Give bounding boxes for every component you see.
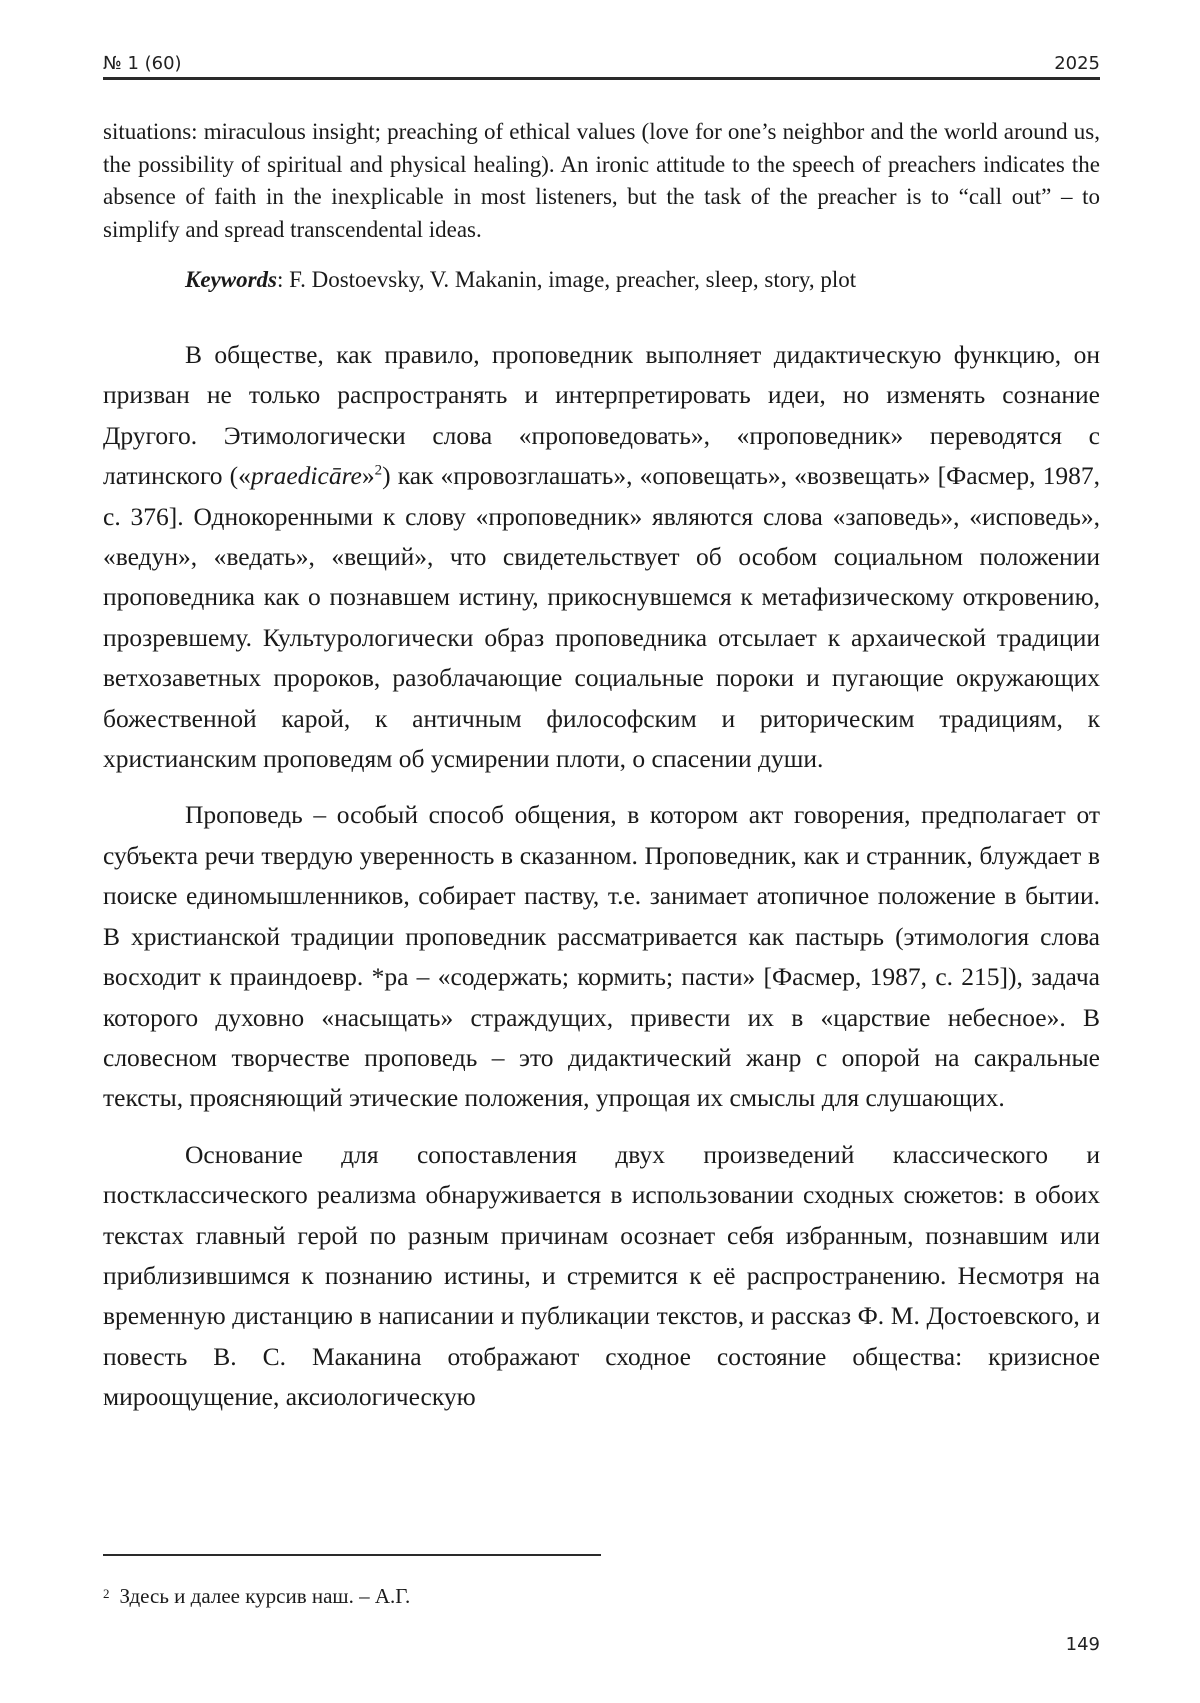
issue-number: № 1 (60) xyxy=(103,53,182,74)
footnote-text: Здесь и далее курсив наш. – А.Г. xyxy=(119,1584,411,1608)
body-paragraph-2: Проповедь – особый способ общения, в котором акт говорения, предполагает от субъекта речи твердую уверенность в сказанном. Проповедник, как и странник, блуждает в поиске единомышленников, собирает паству, т.е. занимает атопичное положение в бытии. В христианской традиции проповедник рассматривается как пастырь (этимология слова восходит к праиндоевр. *pa – «содержать; кормить; пасти» [Фасмер, 1987, с. 215]), задача которого духовно «насыщать» страждущих, привести их в «царствие небесное». В словесном творчестве проповедь – это дидактический жанр с опорой на сакральные тексты, проясняющий этические положения, упрощая их смыслы для слушающих. xyxy=(103,800,1100,1113)
footnote-mark: 2 xyxy=(103,1586,110,1601)
p1-text-start: В обществе, как правило, проповедник выполняет дидактическую функцию, он призван не только распространять и интерпретировать идеи, но изменять сознание Другого. Этимологически слова «проповедовать», «проповедник» переводятся с латинского (« xyxy=(103,340,1100,491)
header-rule xyxy=(103,77,1100,80)
keywords-separator: : xyxy=(277,267,284,292)
latin-term: praedicāre xyxy=(250,461,362,491)
body-paragraph-3: Основание для сопоставления двух произведений классического и постклассического реализма обнаруживается в использовании сходных сюжетов: в обоих текстах главный герой по разным причинам осознает себя избранным, познавшим или приблизившимся к познанию истины, и стремится к её распространению. Несмотря на временную дистанцию в написании и публикации текстов, и рассказ Ф. М. Достоевского, и повесть В. С. Маканина отображают сходное состояние общества: кризисное мироощущение, аксиологическую xyxy=(103,1139,1100,1412)
running-header xyxy=(103,48,1100,74)
article-body xyxy=(103,335,1100,1418)
abstract-continuation xyxy=(103,116,1100,246)
body-paragraph-1 xyxy=(103,335,1100,779)
keywords-label: Keywords xyxy=(185,267,277,292)
p1-text-rest: ) как «провозглашать», «оповещать», «возвещать» [Фасмер, 1987, с. 376]. Однокоренными к слову «проповедник» являются слова «заповедь», «исповедь», «ведун», «ведать», «вещий», что свидетельствует об особом социальном положении проповедника как о познавшем истину, прикоснувшемся к метафизическому откровению, прозревшему. Культурологически образ проповедника отсылает к архаической традиции ветхозаветных пророков, разоблачающие социальные пороки и пугающие окружающих божественной карой, к античным философским и риторическим традициям, к христианским проповедям об усмирении плоти, о спасении души. xyxy=(103,461,1100,774)
footnote-rule xyxy=(103,1554,601,1556)
page-number: 149 xyxy=(1065,1634,1100,1655)
footnote-reference[interactable]: 2 xyxy=(374,462,383,479)
p1-quote-close: » xyxy=(361,461,375,491)
abstract-text: situations: miraculous insight; preaching of ethical values (love for one’s neighbor and the world around us, the possibility of spiritual and physical healing). An ironic attitude to the speech of preachers indicates the absence of faith in the inexplicable in most listeners, but the task of the preacher is to “call out” – to simplify and spread transcendental ideas. xyxy=(103,119,1100,242)
issue-year: 2025 xyxy=(1054,53,1100,74)
footnote xyxy=(103,1582,410,1610)
keywords-line xyxy=(185,264,1100,296)
keywords-text: F. Dostoevsky, V. Makanin, image, preacher, sleep, story, plot xyxy=(283,267,857,292)
